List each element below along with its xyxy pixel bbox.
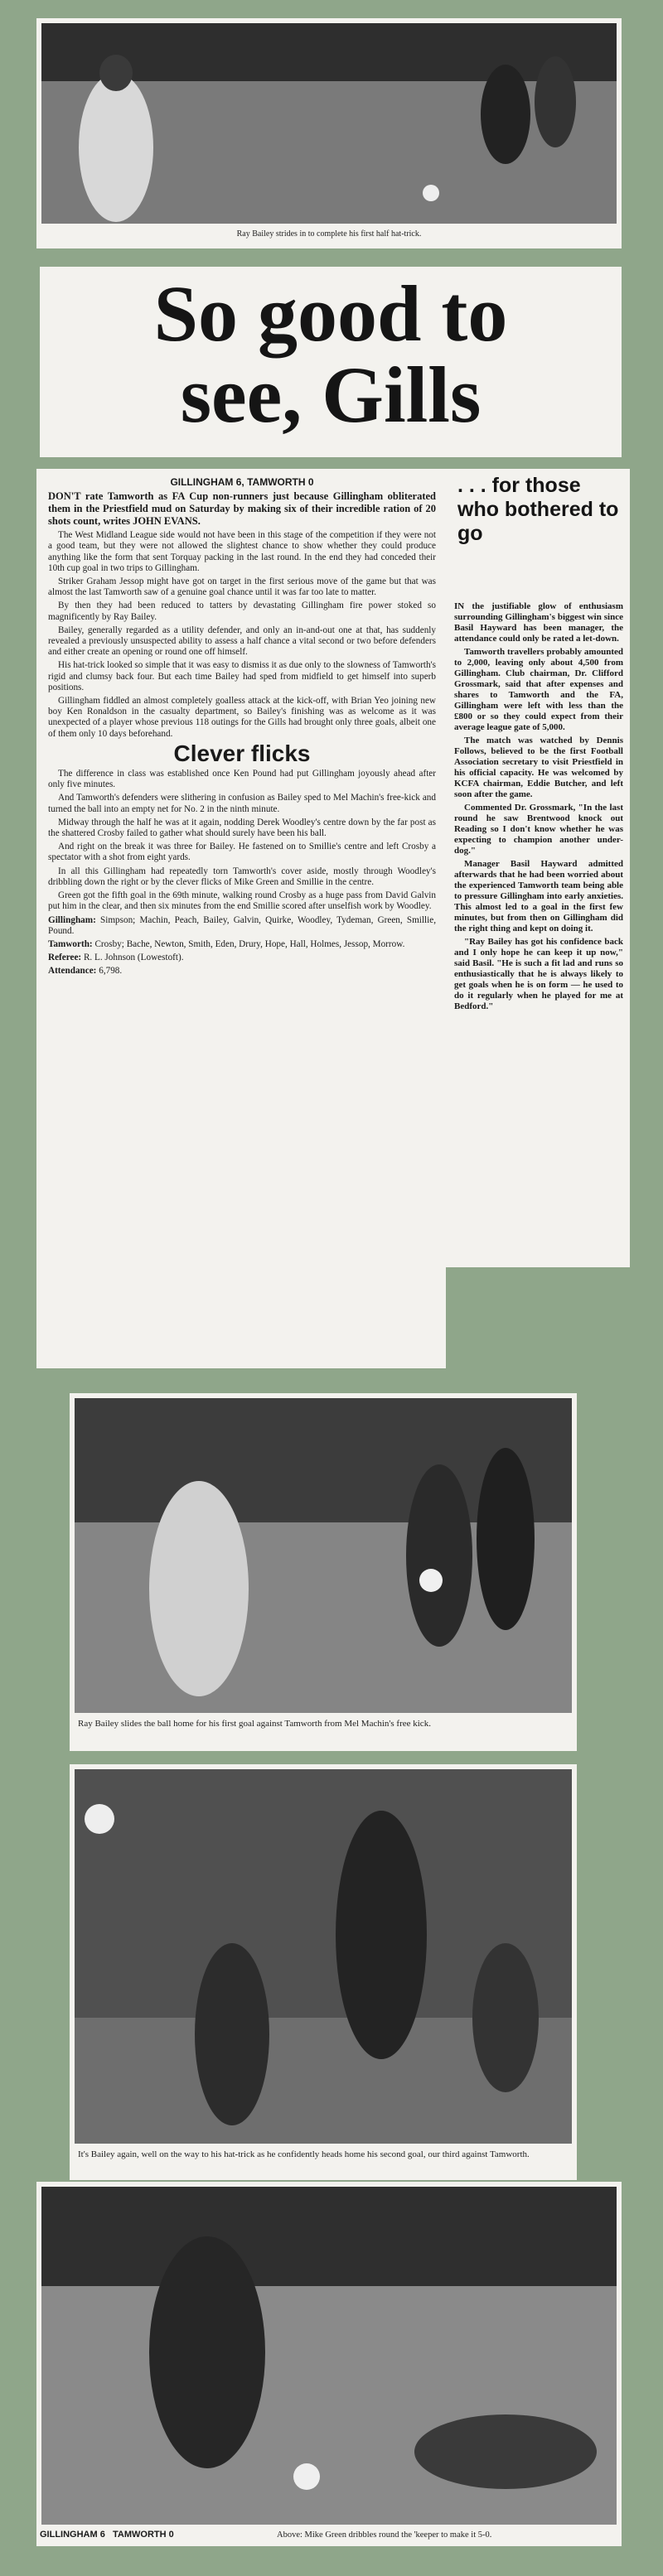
main-paragraph: Striker Graham Jessop might have got on target in the first serious move of the game but that was almost the last Tamworth saw of a genuine goal chance until it was far too late to matter. (48, 576, 436, 598)
main-paragraph: The West Midland League side would not have been in this stage of the competition if they were not a good team, but they were not allowed the slightest chance to show whether they could produce anything like the form that sent Torquay packing in the last round. In the end they had conceded their 10th cup goal in two trips to Gillingham. (48, 530, 436, 573)
clever-flicks-subhead: Clever flicks (173, 740, 311, 766)
main-paragraph: And Tamworth's defenders were slithering in confusion as Bailey sped to Mel Machin's free-kick and turned the ball into an empty net for No. 2 in the ninth minute. (48, 793, 436, 814)
photo2-caption: Ray Bailey slides the ball home for his first goal against Tamworth from Mel Machin's free kick. (78, 1719, 431, 1729)
attendance-line: Attendance: 6,798. (48, 966, 123, 977)
main-paragraph: Midway through the half he was at it again, nodding Derek Woodley's centre down by the far post as the shattered Crosby failed to gather what should surely have been his ball. (48, 817, 436, 839)
sidebar-paragraph: Tamworth travellers probably amounted to 2,000, leaving only about 4,500 from Gillingham. Club chairman, Dr. Clifford Grossmark, said that after expenses and shares to Tamworth and the FA, Gillingham were left with less than the £800 or so they could expect from their average league gate of 5,000. (454, 647, 623, 732)
sidebar-paragraph: Commented Dr. Grossmark, "In the last round he saw Brentwood knock out Reading so I don't know whether he was expecting to champion another under-dog." (454, 803, 623, 856)
sidebar-paragraph: "Ray Bailey has got his confidence back and I only hope he can keep it up now," said Basil. "He is such a fit lad and runs so enthusiastically that he is always likely to get goals when he is on form — he used to do it regularly when he played for me at Bedford." (454, 937, 623, 1011)
photo1-panel (36, 18, 622, 248)
score-label: GILLINGHAM 6 TAMWORTH 0 (40, 2530, 174, 2540)
article-panel (36, 469, 446, 1368)
main-paragraph: Green got the fifth goal in the 69th minute, walking round Crosby as a huge pass from David Galvin put him in the clear, and then six minutes from the end Smillie scored after unselfish work by Woodley. (48, 890, 436, 912)
sidebar-paragraph: IN the justifiable glow of enthusiasm surrounding Gillingham's biggest win since Basil Hayward has been manager, the attendance could only be rated a let-down. (454, 601, 623, 644)
main-paragraph: The difference in class was established once Ken Pound had put Gillingham joyously ahead after only five minutes. (48, 769, 436, 790)
match-photo-3 (75, 1769, 572, 2144)
headline (40, 269, 622, 439)
main-paragraph: In all this Gillingham had repeatedly torn Tamworth's cover aside, mostly through Woodley's dribbling down the right or by the clever flicks of Mike Green and Smillie in the centre. (48, 866, 436, 887)
gillingham-lineup: Gillingham: Simpson; Machin, Peach, Bailey, Galvin, Quirke, Woodley, Tydeman, Green, Smillie, Pound. (48, 914, 436, 936)
headline-line-2: see, Gills (180, 350, 482, 439)
match-photo-4 (41, 2187, 617, 2525)
photo3-panel (70, 1764, 577, 2180)
match-photo-2 (75, 1398, 572, 1713)
photo4-panel (36, 2182, 622, 2546)
tamworth-lineup: Tamworth: Crosby; Bache, Newton, Smith, Eden, Drury, Hope, Hall, Holmes, Jessop, Morrow. (48, 938, 405, 949)
headline-line-1: So good to (153, 269, 508, 358)
main-paragraph: His hat-trick looked so simple that it was easy to dismiss it as due only to the slowness of Tamworth's rigid and clumsy back four. But each time Bailey had sped from midfield to get himself into superb positions. (48, 660, 436, 692)
sidebar-heading: . . . for those who bothered to go (457, 474, 619, 545)
sidebar-panel (446, 469, 630, 1267)
headline-panel (40, 267, 622, 457)
match-score-heading: GILLINGHAM 6, TAMWORTH 0 (170, 476, 314, 488)
sidebar-column (454, 601, 623, 1015)
photo2-panel (70, 1393, 577, 1751)
main-paragraph: And right on the break it was three for Bailey. He fastened on to Smillie's centre and left Crosby a spectator with a shot from eight yards. (48, 842, 436, 863)
photo1-caption: Ray Bailey strides in to complete his first half hat-trick. (236, 229, 422, 239)
referee-line: Referee: R. L. Johnson (Lowestoft). (48, 953, 184, 963)
photo4-caption: Above: Mike Green dribbles round the 'keeper to make it 5-0. (277, 2530, 492, 2540)
sidebar-paragraph: Manager Basil Hayward admitted afterwards that he had been worried about the experienced Tamworth team being able to pressure Gillingham into early anxieties. This almost led to a goal in the first few minutes, but from then on Gillingham did the right thing and kept on doing it. (454, 859, 623, 933)
main-paragraph: By then they had been reduced to tatters by devastating Gillingham fire power stoked so magnificently by Ray Bailey. (48, 601, 436, 622)
main-paragraph: Gillingham fiddled an almost completely goalless attack at the kick-off, with Brian Yeo joining new boy Ken Ronaldson in the casualty department, so Bailey's finishing was as welcome as it was unexpected of a player whose previous 118 outings for the Gills had brought only three goals, albeit one of them only 10 days beforehand. (48, 696, 436, 739)
match-photo-1 (41, 23, 617, 224)
main-column (48, 477, 436, 980)
sidebar-paragraph: The match was watched by Dennis Follows, believed to be the first Football Association secretary to visit Priestfield in his official capacity. He was welcomed by KCFA chairman, Eddie Butcher, and left soon after the game. (454, 736, 623, 799)
photo3-caption: It's Bailey again, well on the way to his hat-trick as he confidently heads home his second goal, our third against Tamworth. (78, 2149, 530, 2159)
main-paragraph: Bailey, generally regarded as a utility defender, and only an in-and-out one at that, has suddenly revealed a previously unsuspected ability to assess a half chance a vital second or two before defenders and either create an opening or round one off himself. (48, 625, 436, 658)
main-paragraph: DON'T rate Tamworth as FA Cup non-runners just because Gillingham obliterated them in the Priestfield mud on Saturday by making six of their incredible ration of 20 shots count, writes JOHN EVANS. (48, 490, 436, 528)
